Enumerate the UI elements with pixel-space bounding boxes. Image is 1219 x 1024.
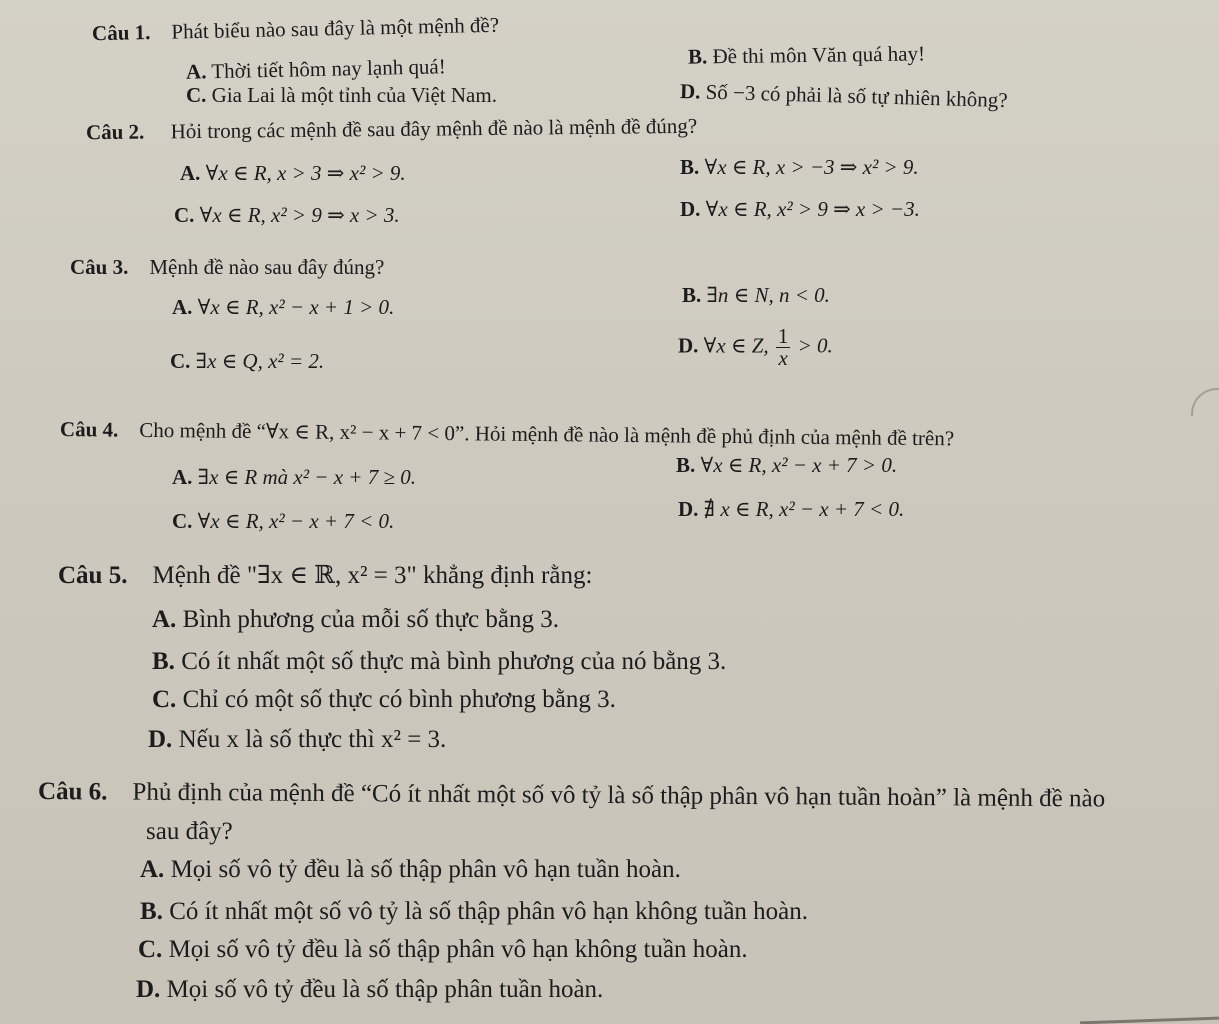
option-c <box>152 686 616 714</box>
question-text-continued: sau đây? <box>146 818 233 845</box>
option-a <box>186 55 446 84</box>
option-letter: D. <box>148 726 173 753</box>
option-text: Đề thi môn Văn quá hay! <box>712 41 926 69</box>
option-text: Thời tiết hôm nay lạnh quá! <box>211 54 446 84</box>
question-label: Câu 3. <box>70 255 129 279</box>
option-text: Có ít nhất một số vô tỷ là số thập phân vô hạn không tuần hoàn. <box>169 898 809 925</box>
page-edge-line <box>1080 1017 1219 1024</box>
option-letter: B. <box>682 283 702 307</box>
option-b <box>676 454 897 477</box>
option-letter: A. <box>185 59 207 84</box>
option-letter: B. <box>152 648 175 675</box>
option-c <box>170 350 324 373</box>
option-text: Số −3 có phải là số tự nhiên không? <box>705 79 1008 113</box>
question-text: Mệnh đề nào sau đây đúng? <box>149 255 385 279</box>
option-text: ∀x ∈ Z, <box>703 333 769 358</box>
option-text: ∄ x ∈ R, x² − x + 7 < 0. <box>703 497 905 521</box>
option-letter: A. <box>172 295 193 319</box>
option-letter: B. <box>687 44 708 69</box>
option-a <box>152 606 559 634</box>
option-a <box>140 856 681 884</box>
question-text: Phủ định của mệnh đề “Có ít nhất một số vô tỷ là số thập phân vô hạn tuần hoàn” là mệnh đề nào <box>132 778 1106 813</box>
option-b <box>152 648 726 676</box>
question-2 <box>86 115 697 144</box>
option-letter: D. <box>680 197 701 221</box>
fraction-numerator: 1 <box>777 324 789 348</box>
option-d <box>678 326 833 369</box>
option-text: ∀x ∈ R, x² − x + 7 < 0. <box>197 509 395 533</box>
question-6 <box>38 778 1105 813</box>
option-c <box>186 84 497 107</box>
option-text: Chỉ có một số thực có bình phương bằng 3. <box>182 686 616 713</box>
option-text: ∃x ∈ Q, x² = 2. <box>195 349 325 373</box>
option-letter: C. <box>174 203 195 227</box>
question-text: Mệnh đề "∃x ∈ ℝ, x² = 3" khẳng định rằng: <box>152 562 593 589</box>
fraction-denominator: x <box>778 346 788 370</box>
question-3 <box>70 256 384 279</box>
question-5 <box>58 562 592 590</box>
option-text: Nếu x là số thực thì x² = 3. <box>178 726 447 753</box>
option-text: ∀x ∈ R, x > 3 ⇒ x² > 9. <box>205 161 406 185</box>
option-a <box>180 162 406 185</box>
question-text: Hỏi trong các mệnh đề sau đây mệnh đề nào là mệnh đề đúng? <box>170 113 698 144</box>
fraction <box>776 326 791 369</box>
option-text: ∃n ∈ N, n < 0. <box>706 283 830 307</box>
option-c <box>174 204 400 227</box>
option-text: Bình phương của mỗi số thực bằng 3. <box>182 606 559 633</box>
option-letter: B. <box>680 155 700 179</box>
question-6-continued <box>146 818 233 846</box>
question-label: Câu 2. <box>85 119 145 145</box>
question-text: Cho mệnh đề “∀x ∈ R, x² − x + 7 < 0”. Hỏi mệnh đề nào là mệnh đề phủ định của mệnh đề trên? <box>139 417 955 451</box>
option-b <box>140 898 808 926</box>
option-letter: D. <box>679 79 701 104</box>
option-text: ∀x ∈ R, x² − x + 1 > 0. <box>197 295 395 319</box>
option-text: ∀x ∈ R, x² > 9 ⇒ x > −3. <box>705 197 920 221</box>
option-letter: A. <box>172 465 193 489</box>
option-letter: C. <box>172 509 193 533</box>
question-1 <box>92 14 500 46</box>
option-text: ∀x ∈ R, x² − x + 7 > 0. <box>700 453 898 477</box>
option-letter: B. <box>676 453 696 477</box>
option-d <box>680 198 920 221</box>
option-letter: A. <box>152 606 177 633</box>
option-b <box>688 42 925 68</box>
question-label: Câu 1. <box>91 20 151 46</box>
option-b <box>682 284 830 307</box>
option-d <box>148 726 446 754</box>
page-curl <box>1191 388 1219 416</box>
question-label: Câu 5. <box>58 562 128 589</box>
option-letter: C. <box>186 83 207 107</box>
option-c <box>138 936 748 964</box>
question-4 <box>60 418 954 450</box>
option-letter: D. <box>136 976 161 1003</box>
option-d <box>680 80 1008 112</box>
question-label: Câu 4. <box>59 417 119 442</box>
option-text-suffix: > 0. <box>797 333 833 358</box>
option-d <box>678 498 904 521</box>
option-text: Có ít nhất một số thực mà bình phương của nó bằng 3. <box>181 648 727 675</box>
option-d <box>136 976 603 1004</box>
option-letter: D. <box>678 497 699 521</box>
option-text: ∀x ∈ R, x² > 9 ⇒ x > 3. <box>199 203 400 227</box>
option-letter: D. <box>678 333 699 358</box>
option-letter: C. <box>170 349 191 373</box>
option-text: Gia Lai là một tỉnh của Việt Nam. <box>211 83 497 107</box>
question-label: Câu 6. <box>37 778 108 806</box>
option-text: ∀x ∈ R, x > −3 ⇒ x² > 9. <box>704 155 919 179</box>
question-text: Phát biểu nào sau đây là một mệnh đề? <box>171 12 500 44</box>
option-c <box>172 510 394 533</box>
option-text: Mọi số vô tỷ đều là số thập phân vô hạn tuần hoàn. <box>170 856 681 883</box>
option-letter: A. <box>180 161 201 185</box>
option-a <box>172 296 394 319</box>
option-letter: B. <box>140 898 163 925</box>
option-a <box>172 466 416 489</box>
option-letter: C. <box>152 686 177 713</box>
option-b <box>680 156 919 179</box>
option-text: Mọi số vô tỷ đều là số thập phân vô hạn không tuần hoàn. <box>168 936 748 963</box>
option-text: ∃x ∈ R mà x² − x + 7 ≥ 0. <box>197 465 416 489</box>
option-letter: C. <box>138 936 163 963</box>
option-letter: A. <box>140 856 165 883</box>
option-text: Mọi số vô tỷ đều là số thập phân tuần hoàn. <box>166 976 604 1003</box>
